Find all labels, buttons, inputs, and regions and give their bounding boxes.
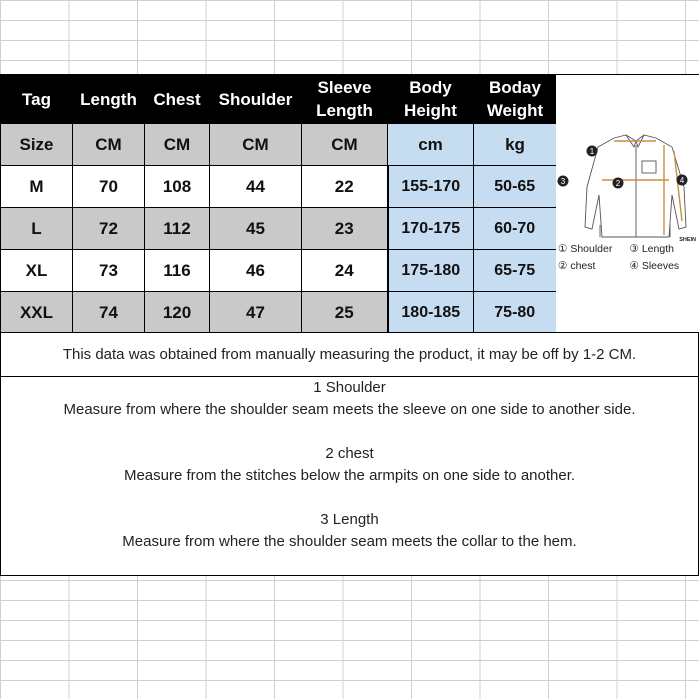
- marker-4: 4: [679, 176, 685, 185]
- instruction-chest-text: Measure from the stitches below the armpits on one side to another.: [123, 467, 576, 484]
- marker-1: 1: [589, 147, 595, 156]
- shoulder-cell: 46: [210, 250, 302, 292]
- instruction-length-title: 3 Length: [320, 511, 379, 528]
- size-cell: XXL: [1, 292, 73, 334]
- chest-cell: 112: [145, 208, 210, 250]
- header-cell: Body Height: [388, 75, 474, 124]
- brand-watermark: SHEIN: [679, 237, 696, 243]
- height-cell: 175-180: [388, 250, 474, 292]
- instruction-chest-title: 2 chest: [325, 445, 374, 462]
- header-row: [1, 75, 557, 124]
- sleeve-cell: 22: [302, 166, 388, 208]
- weight-cell: 75-80: [474, 292, 557, 334]
- unit-cell: cm: [388, 124, 474, 166]
- sleeve-cell: 23: [302, 208, 388, 250]
- marker-2: 2: [615, 179, 621, 188]
- sleeve-cell: 25: [302, 292, 388, 334]
- header-cell: Sleeve Length: [302, 75, 388, 124]
- instruction-shoulder-text: Measure from where the shoulder seam meets the sleeve on one side to another side.: [63, 401, 636, 418]
- diagram-markers: [558, 146, 688, 189]
- table-row: [1, 166, 557, 208]
- table-row: [1, 250, 557, 292]
- instruction-length-text: Measure from where the shoulder seam meets the collar to the hem.: [122, 533, 577, 550]
- unit-cell: CM: [73, 124, 145, 166]
- legend-length: ③ Length: [629, 242, 674, 255]
- header-cell: Shoulder: [210, 75, 302, 124]
- diagram-legend: [556, 240, 699, 274]
- size-cell: XL: [1, 250, 73, 292]
- unit-cell: CM: [302, 124, 388, 166]
- header-cell: Chest: [145, 75, 210, 124]
- size-cell: L: [1, 208, 73, 250]
- legend-shoulder: ① Shoulder: [558, 242, 613, 255]
- unit-cell: CM: [210, 124, 302, 166]
- chest-cell: 116: [145, 250, 210, 292]
- units-row: [1, 124, 557, 166]
- table-row: [1, 292, 557, 334]
- measurement-notes: [0, 332, 699, 576]
- height-cell: 170-175: [388, 208, 474, 250]
- legend-sleeves: ④ Sleeves: [629, 259, 680, 272]
- unit-cell: Size: [1, 124, 73, 166]
- header-cell: Boday Weight: [474, 75, 557, 124]
- height-cell: 155-170: [388, 166, 474, 208]
- legend-chest: ② chest: [558, 259, 596, 272]
- size-cell: M: [1, 166, 73, 208]
- marker-3: 3: [560, 177, 566, 186]
- length-cell: 70: [73, 166, 145, 208]
- measurement-diagram: [556, 74, 699, 333]
- weight-cell: 50-65: [474, 166, 557, 208]
- length-cell: 73: [73, 250, 145, 292]
- height-cell: 180-185: [388, 292, 474, 334]
- weight-cell: 65-75: [474, 250, 557, 292]
- shoulder-cell: 44: [210, 166, 302, 208]
- length-cell: 74: [73, 292, 145, 334]
- header-cell: Length: [73, 75, 145, 124]
- weight-cell: 60-70: [474, 208, 557, 250]
- shoulder-cell: 47: [210, 292, 302, 334]
- size-chart-table: [0, 74, 558, 334]
- chest-cell: 120: [145, 292, 210, 334]
- unit-cell: kg: [474, 124, 557, 166]
- sleeve-cell: 24: [302, 250, 388, 292]
- instruction-shoulder-title: 1 Shoulder: [313, 379, 386, 396]
- table-row: [1, 208, 557, 250]
- shirt-illustration: [556, 75, 699, 333]
- shoulder-cell: 45: [210, 208, 302, 250]
- chest-cell: 108: [145, 166, 210, 208]
- length-cell: 72: [73, 208, 145, 250]
- unit-cell: CM: [145, 124, 210, 166]
- header-cell: Tag: [1, 75, 73, 124]
- disclaimer-text: This data was obtained from manually measuring the product, it may be off by 1-2 CM.: [1, 333, 698, 377]
